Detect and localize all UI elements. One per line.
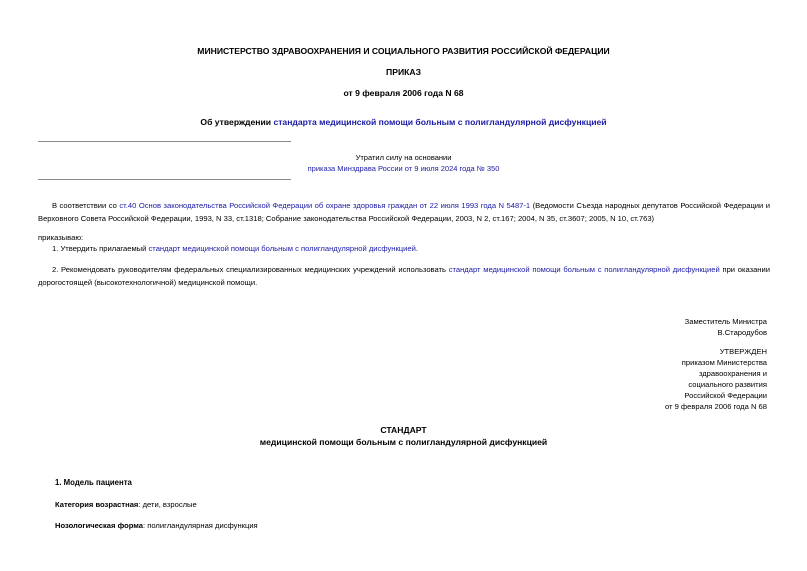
order-item-2 [38,264,770,289]
approval-line: от 9 февраля 2006 года N 68 [664,402,767,411]
standard-heading: СТАНДАРТ [380,425,427,435]
standard-subheading: медицинской помощи больным с полигландулярной дисфункцией [259,437,548,447]
signature-position: Заместитель Министра [684,317,767,326]
preamble-text-b: (Ведомости Съезда народных депутатов Российской Федерации и Верховного Совета Российской Федерации, 1993, N 33, ст.1318; Собрание законодательства Российской Федерации, 2003, N 2, ст.167; 2004, N 35, ст.3607; 2005, N 10, ст.763) [38,201,770,223]
section-patient-model: 1. Модель пациента [55,478,132,487]
order-item-2-text: 2. Рекомендовать руководителям федеральных специализированных медицинских учреждений использовать [52,265,449,274]
age-category [55,500,197,509]
doc-date: от 9 февраля 2006 года N 68 [343,88,464,98]
approval-line: приказом Министерства [681,358,767,367]
approval-line: здравоохранения и [698,369,767,378]
approval-line: Российской Федерации [684,391,767,400]
nosology-form [55,521,258,530]
repeal-notice-label: Утратил силу на основании [355,153,452,162]
signature-name: В.Стародубов [717,328,767,337]
law-article-link[interactable]: ст.40 Основ законодательства Российской Федерации об охране здоровья граждан от 22 июля 1993 года N 5487-1 [119,201,531,210]
nosology-form-label: Нозологическая форма [55,521,144,530]
approval-line: УТВЕРЖДЕН [719,347,767,356]
order-item-1-end: . [415,244,418,253]
doc-title-prefix: Об утверждении [200,117,274,127]
repeal-order-link[interactable]: приказа Минздрава России от 9 июля 2024 года № 350 [307,164,500,173]
approval-line: социального развития [688,380,767,389]
orders-label: приказываю: [38,233,84,242]
doc-title [0,117,807,127]
preamble-text-a: В соответствии со [52,201,120,210]
order-item-2-end: при оказании дорогостоящей (высокотехнологичной) медицинской помощи. [38,265,770,287]
order-item-1-text: 1. Утвердить прилагаемый [52,244,149,253]
repeal-notice [300,164,507,174]
doc-type: ПРИКАЗ [386,67,421,77]
standard-link-1[interactable]: стандарт медицинской помощи больным с полигландулярной дисфункцией [148,244,416,253]
standard-link-2[interactable]: стандарт медицинской помощи больным с полигландулярной дисфункцией [448,265,720,274]
approval-block [665,346,767,412]
nosology-form-value: : полигландулярная дисфункция [143,521,258,530]
ministry-heading: МИНИСТЕРСТВО ЗДРАВООХРАНЕНИЯ И СОЦИАЛЬНОГО РАЗВИТИЯ РОССИЙСКОЙ ФЕДЕРАЦИИ [197,46,610,56]
divider-top [38,141,291,142]
divider-bottom [38,179,291,180]
doc-title-link[interactable]: стандарта медицинской помощи больным с полигландулярной дисфункцией [273,117,607,127]
preamble-paragraph [38,200,770,225]
order-item-1 [52,243,770,255]
age-category-label: Категория возрастная [55,500,139,509]
signature-block [685,316,767,338]
age-category-value: : дети, взрослые [138,500,197,509]
